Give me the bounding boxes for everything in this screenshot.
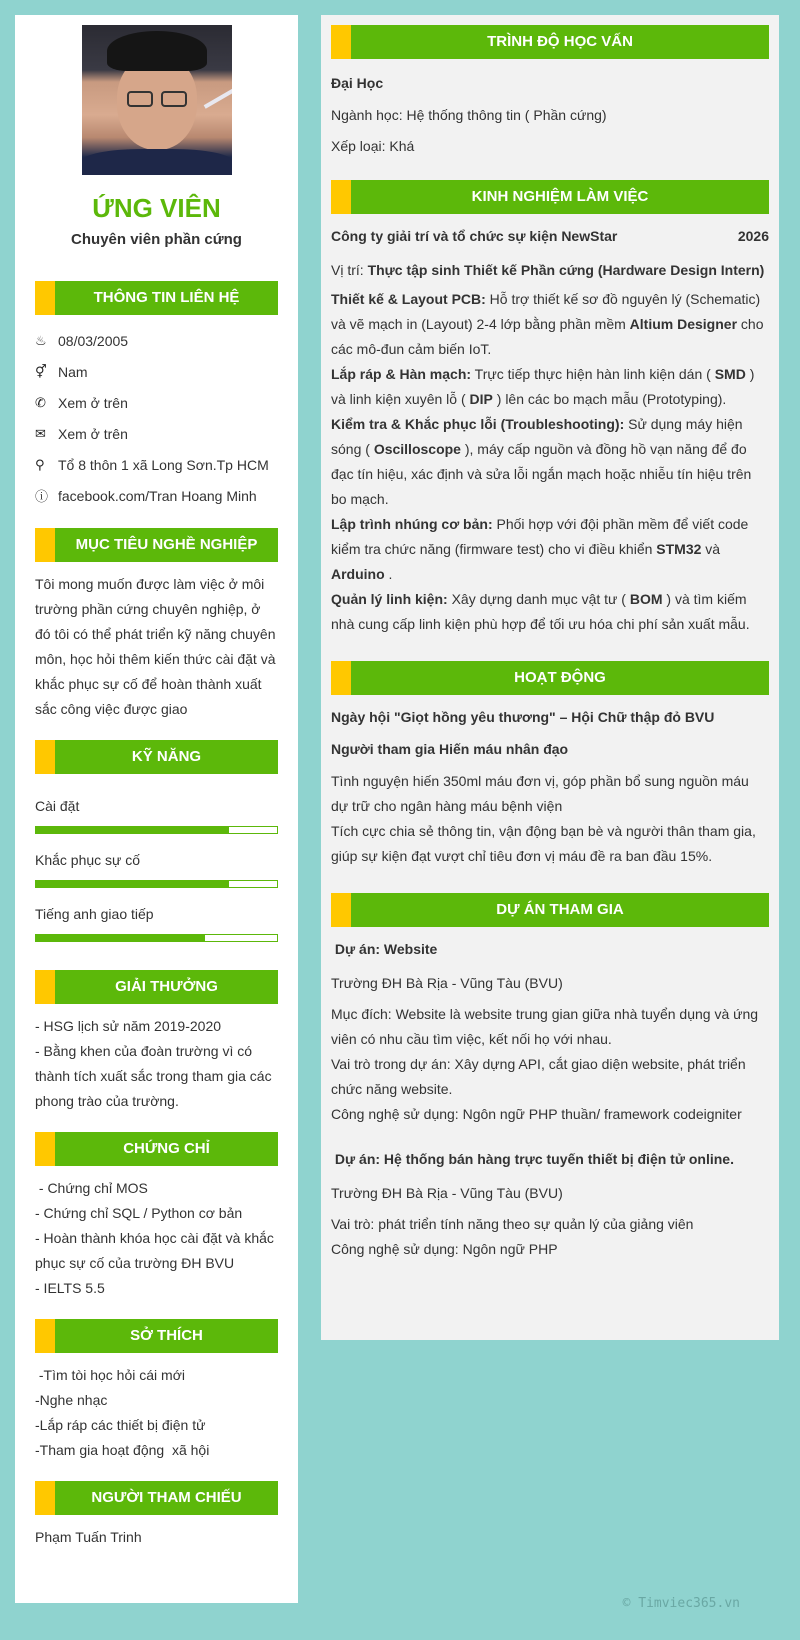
project-school: Trường ĐH Bà Rịa - Vũng Tàu (BVU): [331, 975, 563, 991]
duty-item: Lập trình nhúng cơ bản: Phối hợp với đội phần mềm để viết code kiểm tra chức năng (firmware test) cho vi điều khiển STM32 và Arduino .: [331, 516, 749, 582]
contact-email: ✉ Xem ở trên: [35, 425, 128, 442]
info-icon: ⓘ: [35, 489, 49, 504]
duty-item: Lắp ráp & Hàn mạch: Trực tiếp thực hiện hàn linh kiện dán ( SMD ) và linh kiện xuyên lỗ ( DIP ) lên các bo mạch mẫu (Prototyping).: [331, 366, 755, 407]
section-marker: [331, 180, 351, 214]
hobby-item: -Nghe nhạc: [35, 1392, 108, 1408]
section-marker: [331, 25, 351, 59]
phone-icon: ✆: [35, 394, 46, 410]
projects-section-header: DỰ ÁN THAM GIA: [331, 893, 769, 927]
education-section-header: TRÌNH ĐỘ HỌC VẤN: [331, 25, 769, 59]
hobbies-section-header: SỞ THÍCH: [35, 1319, 278, 1353]
section-marker: [35, 1319, 55, 1353]
skill-fill: [36, 881, 229, 887]
contact-phone: ✆ Xem ở trên: [35, 394, 128, 411]
skill-label: Tiếng anh giao tiếp: [35, 906, 154, 922]
certificates-section-header: CHỨNG CHỈ: [35, 1132, 278, 1166]
section-marker: [35, 970, 55, 1004]
avatar: [82, 25, 232, 175]
education-level: Đại Học: [331, 75, 384, 91]
hobby-item: -Tham gia hoạt động xã hội: [35, 1442, 210, 1458]
hobby-item: -Lắp ráp các thiết bị điện tử: [35, 1417, 206, 1433]
section-marker: [331, 661, 351, 695]
section-marker: [35, 281, 55, 315]
skill-label: Cài đặt: [35, 798, 80, 814]
section-marker: [35, 528, 55, 562]
location-pin-icon: ⚲: [35, 456, 45, 472]
contact-address: ⚲ Tổ 8 thôn 1 xã Long Sơn.Tp HCM: [35, 456, 269, 473]
contact-gender: ⚥ Nam: [35, 363, 88, 380]
skill-bar: [35, 880, 278, 888]
hobbies-list: [35, 1363, 278, 1463]
section-marker: [35, 1132, 55, 1166]
activity-role: Người tham gia Hiến máu nhân đạo: [331, 741, 569, 757]
skill-fill: [36, 935, 205, 941]
duty-item: Thiết kế & Layout PCB: Hỗ trợ thiết kế sơ đồ nguyên lý (Schematic) và vẽ mạch in (Layout) 2-4 lớp bằng phần mềm Altium Designer cho các mô-đun cảm biến IoT.: [331, 291, 764, 357]
email-icon: ✉: [35, 425, 46, 441]
reference-section-header: NGƯỜI THAM CHIẾU: [35, 1481, 278, 1515]
experience-year: 2026: [737, 228, 769, 244]
project-item: [331, 941, 769, 1127]
skill-bar: [35, 826, 278, 834]
activity-description: Tình nguyện hiến 350ml máu đơn vị, góp phần bổ sung nguồn máu dự trữ cho ngân hàng máu bệnh viện Tích cực chia sẻ thông tin, vận động bạn bè và người thân tham gia, giúp sự kiện đạt vượt chỉ tiêu đơn vị máu đề ra ban đầu 15%.: [331, 773, 756, 864]
award-item: - Bằng khen của đoàn trường vì có thành tích xuất sắc trong tham gia các phong trào của trường.: [35, 1043, 272, 1109]
activity-event: Ngày hội "Giọt hồng yêu thương" – Hội Chữ thập đỏ BVU: [331, 709, 715, 725]
education-grade: Xếp loại: Khá: [331, 138, 415, 154]
awards-list: [35, 1014, 278, 1114]
skill-bar: [35, 934, 278, 942]
birthday-cake-icon: ♨: [35, 332, 47, 348]
skills-list: [35, 798, 278, 942]
right-column: [321, 15, 779, 1340]
project-school: Trường ĐH Bà Rịa - Vũng Tàu (BVU): [331, 1185, 563, 1201]
certificate-item: - Chứng chỉ SQL / Python cơ bản: [35, 1205, 243, 1221]
experience-company-row: [331, 228, 769, 250]
certificates-list: [35, 1176, 278, 1301]
candidate-name: ỨNG VIÊN: [92, 193, 221, 223]
skill-fill: [36, 827, 229, 833]
certificate-item: - Hoàn thành khóa học cài đặt và khắc phục sự cố của trường ĐH BVU: [35, 1230, 274, 1271]
reference-name: Phạm Tuấn Trinh: [35, 1529, 142, 1545]
hobby-item: -Tìm tòi học hỏi cái mới: [35, 1367, 185, 1383]
experience-section-header: KINH NGHIỆM LÀM VIỆC: [331, 180, 769, 214]
left-column: [15, 15, 298, 1603]
activities-section-header: HOẠT ĐỘNG: [331, 661, 769, 695]
section-marker: [35, 740, 55, 774]
education-major: Ngành học: Hệ thống thông tin ( Phần cứng): [331, 107, 607, 123]
award-item: - HSG lịch sử năm 2019-2020: [35, 1018, 222, 1034]
skill-label: Khắc phục sự cố: [35, 852, 141, 868]
experience-duties: [331, 287, 769, 637]
objective-text: Tôi mong muốn được làm việc ở môi trường phần cứng chuyên nghiệp, ở đó tôi có thể phát triển kỹ năng chuyên môn, học hỏi thêm kiến thức cài đặt và khắc phục sự cố để hoàn thành xuất sắc công việc được giao: [35, 576, 276, 717]
project-name: Dự án: Website: [331, 941, 438, 957]
experience-company: Công ty giải trí và tổ chức sự kiện NewStar: [331, 228, 618, 244]
skills-section-header: KỸ NĂNG: [35, 740, 278, 774]
watermark: © Timviec365.vn: [622, 1596, 740, 1611]
project-description: Vai trò: phát triển tính năng theo sự quản lý của giảng viên Công nghệ sử dụng: Ngôn ngữ PHP: [331, 1216, 694, 1257]
duty-item: Kiểm tra & Khắc phục lỗi (Troubleshooting): Sử dụng máy hiện sóng ( Oscilloscope ), máy cấp nguồn và đồng hồ vạn năng để đo đạc tín hiệu, xác định và sửa lỗi ngắn mạch hoặc nhiễu tín hiệu trên bo mạch.: [331, 416, 752, 507]
project-description: Mục đích: Website là website trung gian giữa nhà tuyển dụng và ứng viên có nhu cầu tìm việc, kết nối họ với nhau. Vai trò trong dự án: Xây dựng API, cắt giao diện website, phát triển chức năng website. Công nghệ sử dụng: Ngôn ngữ PHP thuần/ framework codeigniter: [331, 1006, 759, 1122]
experience-role: Vị trí: Thực tập sinh Thiết kế Phần cứng (Hardware Design Intern): [331, 262, 765, 278]
contact-facebook: ⓘ facebook.com/Tran Hoang Minh: [35, 487, 257, 504]
gender-icon: ⚥: [35, 363, 47, 379]
certificate-item: - IELTS 5.5: [35, 1280, 105, 1296]
section-marker: [331, 893, 351, 927]
awards-section-header: GIẢI THƯỞNG: [35, 970, 278, 1004]
section-marker: [35, 1481, 55, 1515]
certificate-item: - Chứng chỉ MOS: [35, 1180, 148, 1196]
candidate-position: Chuyên viên phần cứng: [71, 231, 242, 248]
project-item: [331, 1151, 769, 1262]
project-name: Dự án: Hệ thống bán hàng trực tuyến thiết bị điện tử online.: [331, 1151, 734, 1167]
objective-section-header: MỤC TIÊU NGHỀ NGHIỆP: [35, 528, 278, 562]
contact-list: [35, 325, 278, 511]
duty-item: Quản lý linh kiện: Xây dựng danh mục vật tư ( BOM ) và tìm kiếm nhà cung cấp linh kiện phù hợp để tối ưu hóa chi phí sản xuất mẫu.: [331, 591, 750, 632]
contact-birthday: ♨ 08/03/2005: [35, 332, 129, 349]
contact-section-header: THÔNG TIN LIÊN HỆ: [35, 281, 278, 315]
